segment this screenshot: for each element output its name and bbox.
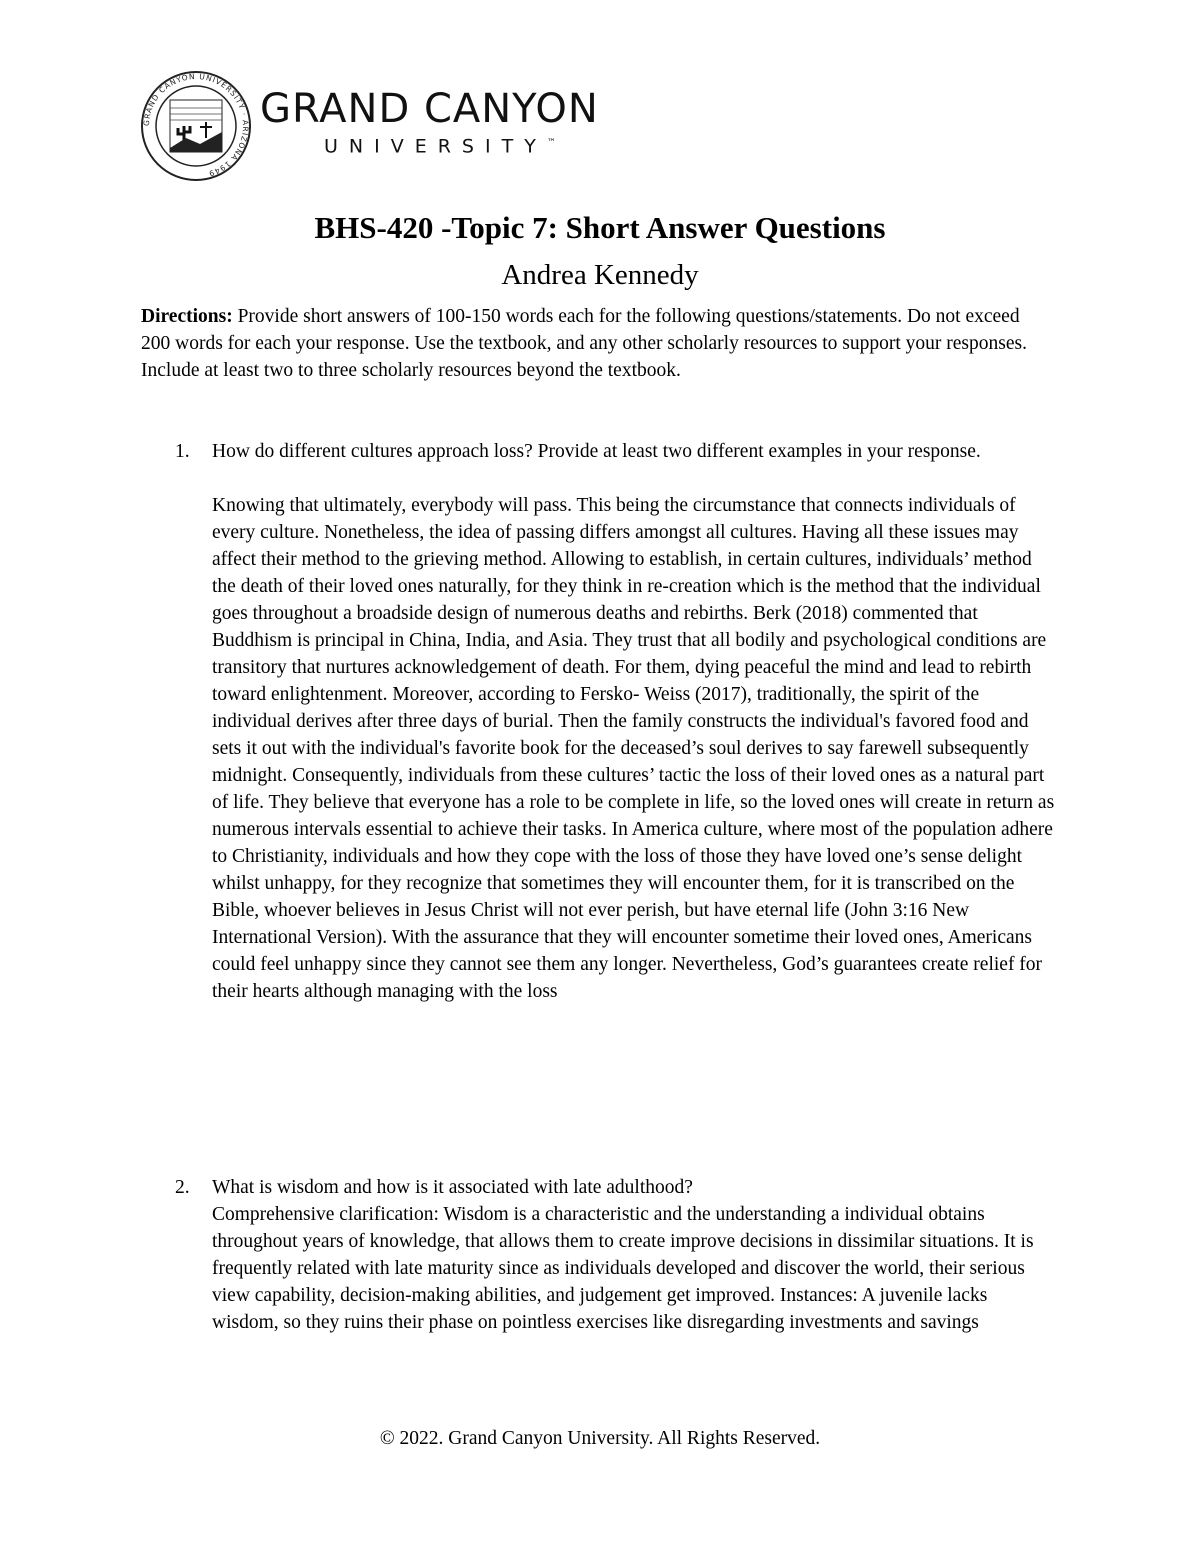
question-1	[175, 438, 1055, 1005]
wordmark-line2: UNIVERSITY™	[324, 135, 556, 158]
question-prompt: What is wisdom and how is it associated with late adulthood?	[212, 1177, 693, 1198]
directions-label: Directions:	[141, 306, 233, 327]
question-2	[175, 1174, 1055, 1336]
answer-text: Comprehensive clarification: Wisdom is a characteristic and the understanding a individual obtains throughout years of knowledge, that allows them to create improve decisions in dissimilar situations. It is frequently related with late maturity since as individuals developed and discover the world, their serious view capability, decision-making abilities, and judgement get improved. Instances: A juvenile lacks wisdom, so they ruins their phase on pointless exercises like disregarding investments and savings	[212, 1204, 1034, 1333]
directions-text: Provide short answers of 100-150 words each for the following questions/statements. Do not exceed 200 words for each your response. Use the textbook, and any other scholarly resources to support your responses. Include at least two to three scholarly resources beyond the textbook.	[141, 306, 1027, 381]
answer-text: Knowing that ultimately, everybody will pass. This being the circumstance that connects individuals of every culture. Nonetheless, the idea of passing differs amongst all cultures. Having all these issues may affect their method to the grieving method. Allowing to establish, in certain cultures, individuals’ method the death of their loved ones naturally, for they think in re-creation which is the method that the individual goes throughout a broadside design of numerous deaths and rebirths. Berk (2018) commented that Buddhism is principal in China, India, and Asia. They trust that all bodily and psychological conditions are transitory that nurtures acknowledgement of death. For them, dying peaceful the mind and lead to rebirth toward enlightenment. Moreover, according to Fersko- Weiss (2017), traditionally, the spirit of the individual derives after three days of burial. Then the family constructs the individual's favored food and sets it out with the individual's favorite book for the deceased’s soul derives to say farewell subsequently midnight. Consequently, individuals from these cultures’ tactic the loss of their loved ones as a natural part of life. They believe that everyone has a role to be complete in life, so the loved ones will create in return as numerous intervals essential to achieve their tasks. In America culture, where most of the population adhere to Christianity, individuals and how they cope with the loss of those they have loved one’s sense delight whilst unhappy, for they recognize that sometimes they will encounter them, for it is transcribed on the Bible, whoever believes in Jesus Christ will not ever perish, but have eternal life (John 3:16 New International Version). With the assurance that they will encounter sometime their loved ones, Americans could feel unhappy since they cannot see them any longer. Nevertheless, God’s guarantees create relief for their hearts although managing with the loss	[212, 495, 1055, 1002]
university-logo	[140, 70, 599, 182]
question-number: 2.	[175, 1177, 190, 1198]
question-prompt: How do different cultures approach loss? Provide at least two different examples in your response.	[212, 441, 981, 462]
document-title: BHS-420 -Topic 7: Short Answer Questions	[314, 210, 886, 245]
wordmark-line1: GRAND CANYON	[260, 86, 599, 133]
copyright-footer: © 2022. Grand Canyon University. All Rights Reserved.	[379, 1428, 821, 1449]
question-number: 1.	[175, 441, 190, 462]
university-seal-icon	[140, 70, 252, 182]
svg-text:GRAND CANYON UNIVERSITY · ARIZ: GRAND CANYON UNIVERSITY · ARIZONA 1949	[141, 71, 251, 179]
directions-paragraph	[141, 303, 1041, 384]
university-wordmark	[260, 87, 599, 158]
author-name: Andrea Kennedy	[501, 259, 699, 291]
